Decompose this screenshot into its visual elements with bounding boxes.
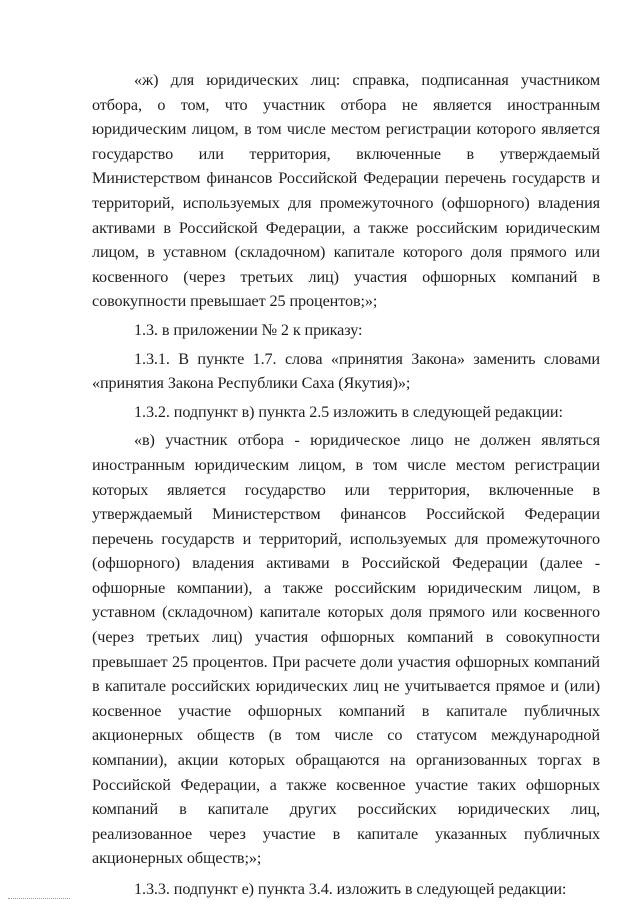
scan-artifact: [8, 896, 70, 899]
paragraph-1-3-1: 1.3.1. В пункте 1.7. слова «принятия Закона» заменить словами «принятия Закона Республики Саха (Якутия)»;: [92, 349, 600, 393]
paragraph-1-3: 1.3. в приложении № 2 к приказу:: [134, 320, 363, 339]
paragraph-1-3-2: 1.3.2. подпункт в) пункта 2.5 изложить в следующей редакции:: [134, 402, 563, 421]
paragraph-zh-certificate: «ж) для юридических лиц: справка, подписанная участником отбора, о том, что участник отбора не является иностранным юридическим лицом, в том числе местом регистрации которого является государство или территория, включенные в утверждаемый Министерством финансов Российской Федерации перечень государств и территорий, используемых для промежуточного (офшорного) владения активами в Российской Федерации, а также российским юридическим лицом, в уставном (складочном) капитале которого доля прямого или косвенного (через третьих лиц) участия офшорных компаний в совокупности превышает 25 процентов;»;: [92, 71, 600, 311]
document-page: [92, 68, 600, 902]
paragraph-1-3-3: 1.3.3. подпункт е) пункта 3.4. изложить в следующей редакции:: [134, 880, 567, 898]
paragraph-v-participant: «в) участник отбора - юридическое лицо не должен являться иностранным юридическим лицом, в том числе местом регистрации которых является государство или территория, включенные в утверждаемый Министерством финансов Российской Федерации перечень государств и территорий, используемых для промежуточного (офшорного) владения активами в Российской Федерации (далее - офшорные компании), а также российским юридическим лицом, в уставном (складочном) капитале которых доля прямого или косвенного (через третьих лиц) участия офшорных компаний в совокупности превышает 25 процентов. При расчете доли участия офшорных компаний в капитале российских юридических лиц не учитывается прямое и (или) косвенное участие офшорных компаний в капитале публичных акционерных обществ (в том числе со статусом международной компании), акции которых обращаются на организованных торгах в Российской Федерации, а также косвенное участие таких офшорных компаний в капитале других российских юридических лиц, реализованное через участие в капитале указанных публичных акционерных обществ;»;: [92, 431, 600, 868]
